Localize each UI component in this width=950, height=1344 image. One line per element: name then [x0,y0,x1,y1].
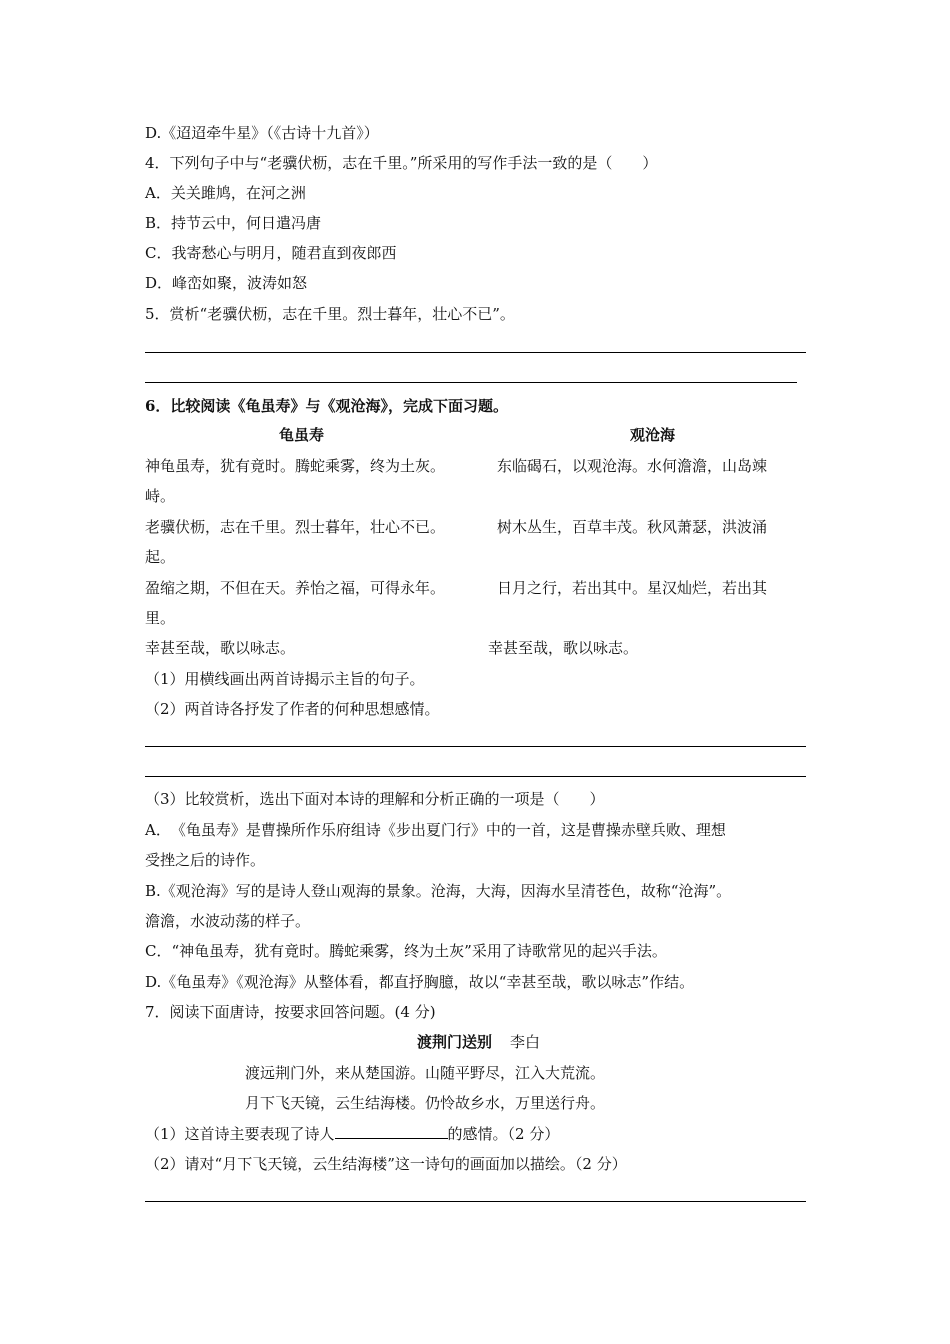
poem-title-guisuishou: 龟虽寿 [279,426,325,444]
q3-option-d: D.《迢迢牵牛星》（《古诗十九首》） [145,124,379,142]
answer-line[interactable] [145,1201,806,1202]
q7-poem-line2: 月下飞天镜，云生结海楼。仍怜故乡水，万里送行舟。 [245,1094,606,1112]
poem-row-2-left: 老骥伏枥，志在千里。烈士暮年，壮心不已。 [145,518,446,536]
q6-option-b-line1: B.《观沧海》写的是诗人登山观海的景象。沧海，大海，因海水呈清苍色，故称“沧海”。 [145,882,732,900]
answer-line[interactable] [145,746,806,747]
q7-sub1-pre: （1）这首诗主要表现了诗人 [145,1125,335,1143]
fill-blank[interactable] [335,1124,448,1139]
q6-option-d: D.《龟虽寿》《观沧海》从整体看，都直抒胸臆，故以“幸甚至哉，歌以咏志”作结。 [145,973,695,991]
q4-option-d: D．峰峦如聚，波涛如怒 [145,274,308,292]
poem-row-3-left: 盈缩之期，不但在天。养怡之福，可得永年。 [145,579,446,597]
poem-row-2-right: 树木丛生，百草丰茂。秋风萧瑟，洪波涌 [497,518,768,536]
q6-stem [145,396,508,416]
q6-option-a-line2: 受挫之后的诗作。 [145,851,266,869]
poem-row-4-left: 幸甚至哉，歌以咏志。 [145,639,296,657]
poem-row-2-cont: 起。 [145,548,176,566]
poem-row-3-cont: 里。 [145,609,176,627]
q5-stem: 5．赏析“老骥伏枥，志在千里。烈士暮年，壮心不已”。 [145,305,515,323]
q4-option-b: B．持节云中，何日遣冯唐 [145,214,322,232]
q6-option-a-line1: A． 《龟虽寿》是曹操所作乐府组诗《步出夏门行》中的一首，这是曹操赤壁兵败、理想 [145,821,726,839]
q4-stem: 4．下列句子中与“老骥伏枥，志在千里。”所采用的写作手法一致的是（ ） [145,154,658,172]
poem-row-1-left: 神龟虽寿，犹有竟时。腾蛇乘雾，终为土灰。 [145,457,446,475]
poem-row-4-right: 幸甚至哉，歌以咏志。 [488,639,639,657]
q7-poem-line1: 渡远荆门外，来从楚国游。山随平野尽，江入大荒流。 [245,1064,606,1082]
poem-row-1-cont: 峙。 [145,487,176,505]
answer-line[interactable] [145,382,797,383]
q6-sub1: （1）用横线画出两首诗揭示主旨的句子。 [145,670,425,688]
poem-row-3-right: 日月之行，若出其中。星汉灿烂，若出其 [497,579,768,597]
q7-sub1-post: 的感情。（2 分） [447,1125,560,1143]
q7-sub1 [145,1124,559,1144]
q4-option-a: A．关关雎鸠，在河之洲 [145,184,306,202]
q6-option-c: C．“神龟虽寿，犹有竟时。腾蛇乘雾，终为土灰”采用了诗歌常见的起兴手法。 [145,942,667,960]
q4-option-c: C．我寄愁心与明月，随君直到夜郎西 [145,244,397,262]
q7-sub2: （2）请对“月下飞天镜，云生结海楼”这一诗句的画面加以描绘。（2 分） [145,1155,627,1173]
poem-row-1-right: 东临碣石，以观沧海。水何澹澹，山岛竦 [497,457,768,475]
q6-stem-text: 6．比较阅读《龟虽寿》与《观沧海》，完成下面习题。 [145,397,508,415]
q7-stem: 7．阅读下面唐诗，按要求回答问题。(4 分) [145,1003,436,1021]
q7-poem-heading [417,1032,540,1052]
q7-poem-author: 李白 [510,1033,541,1051]
poem-title-guancanghai: 观沧海 [630,426,676,444]
q6-sub3: （3）比较赏析，选出下面对本诗的理解和分析正确的一项是（ ） [145,790,605,808]
q6-sub2: （2）两首诗各抒发了作者的何种思想感情。 [145,700,440,718]
q7-poem-title: 渡荆门送别 [417,1033,493,1051]
q6-option-b-line2: 澹澹，水波动荡的样子。 [145,912,311,930]
answer-line[interactable] [145,352,806,353]
answer-line[interactable] [145,776,806,777]
